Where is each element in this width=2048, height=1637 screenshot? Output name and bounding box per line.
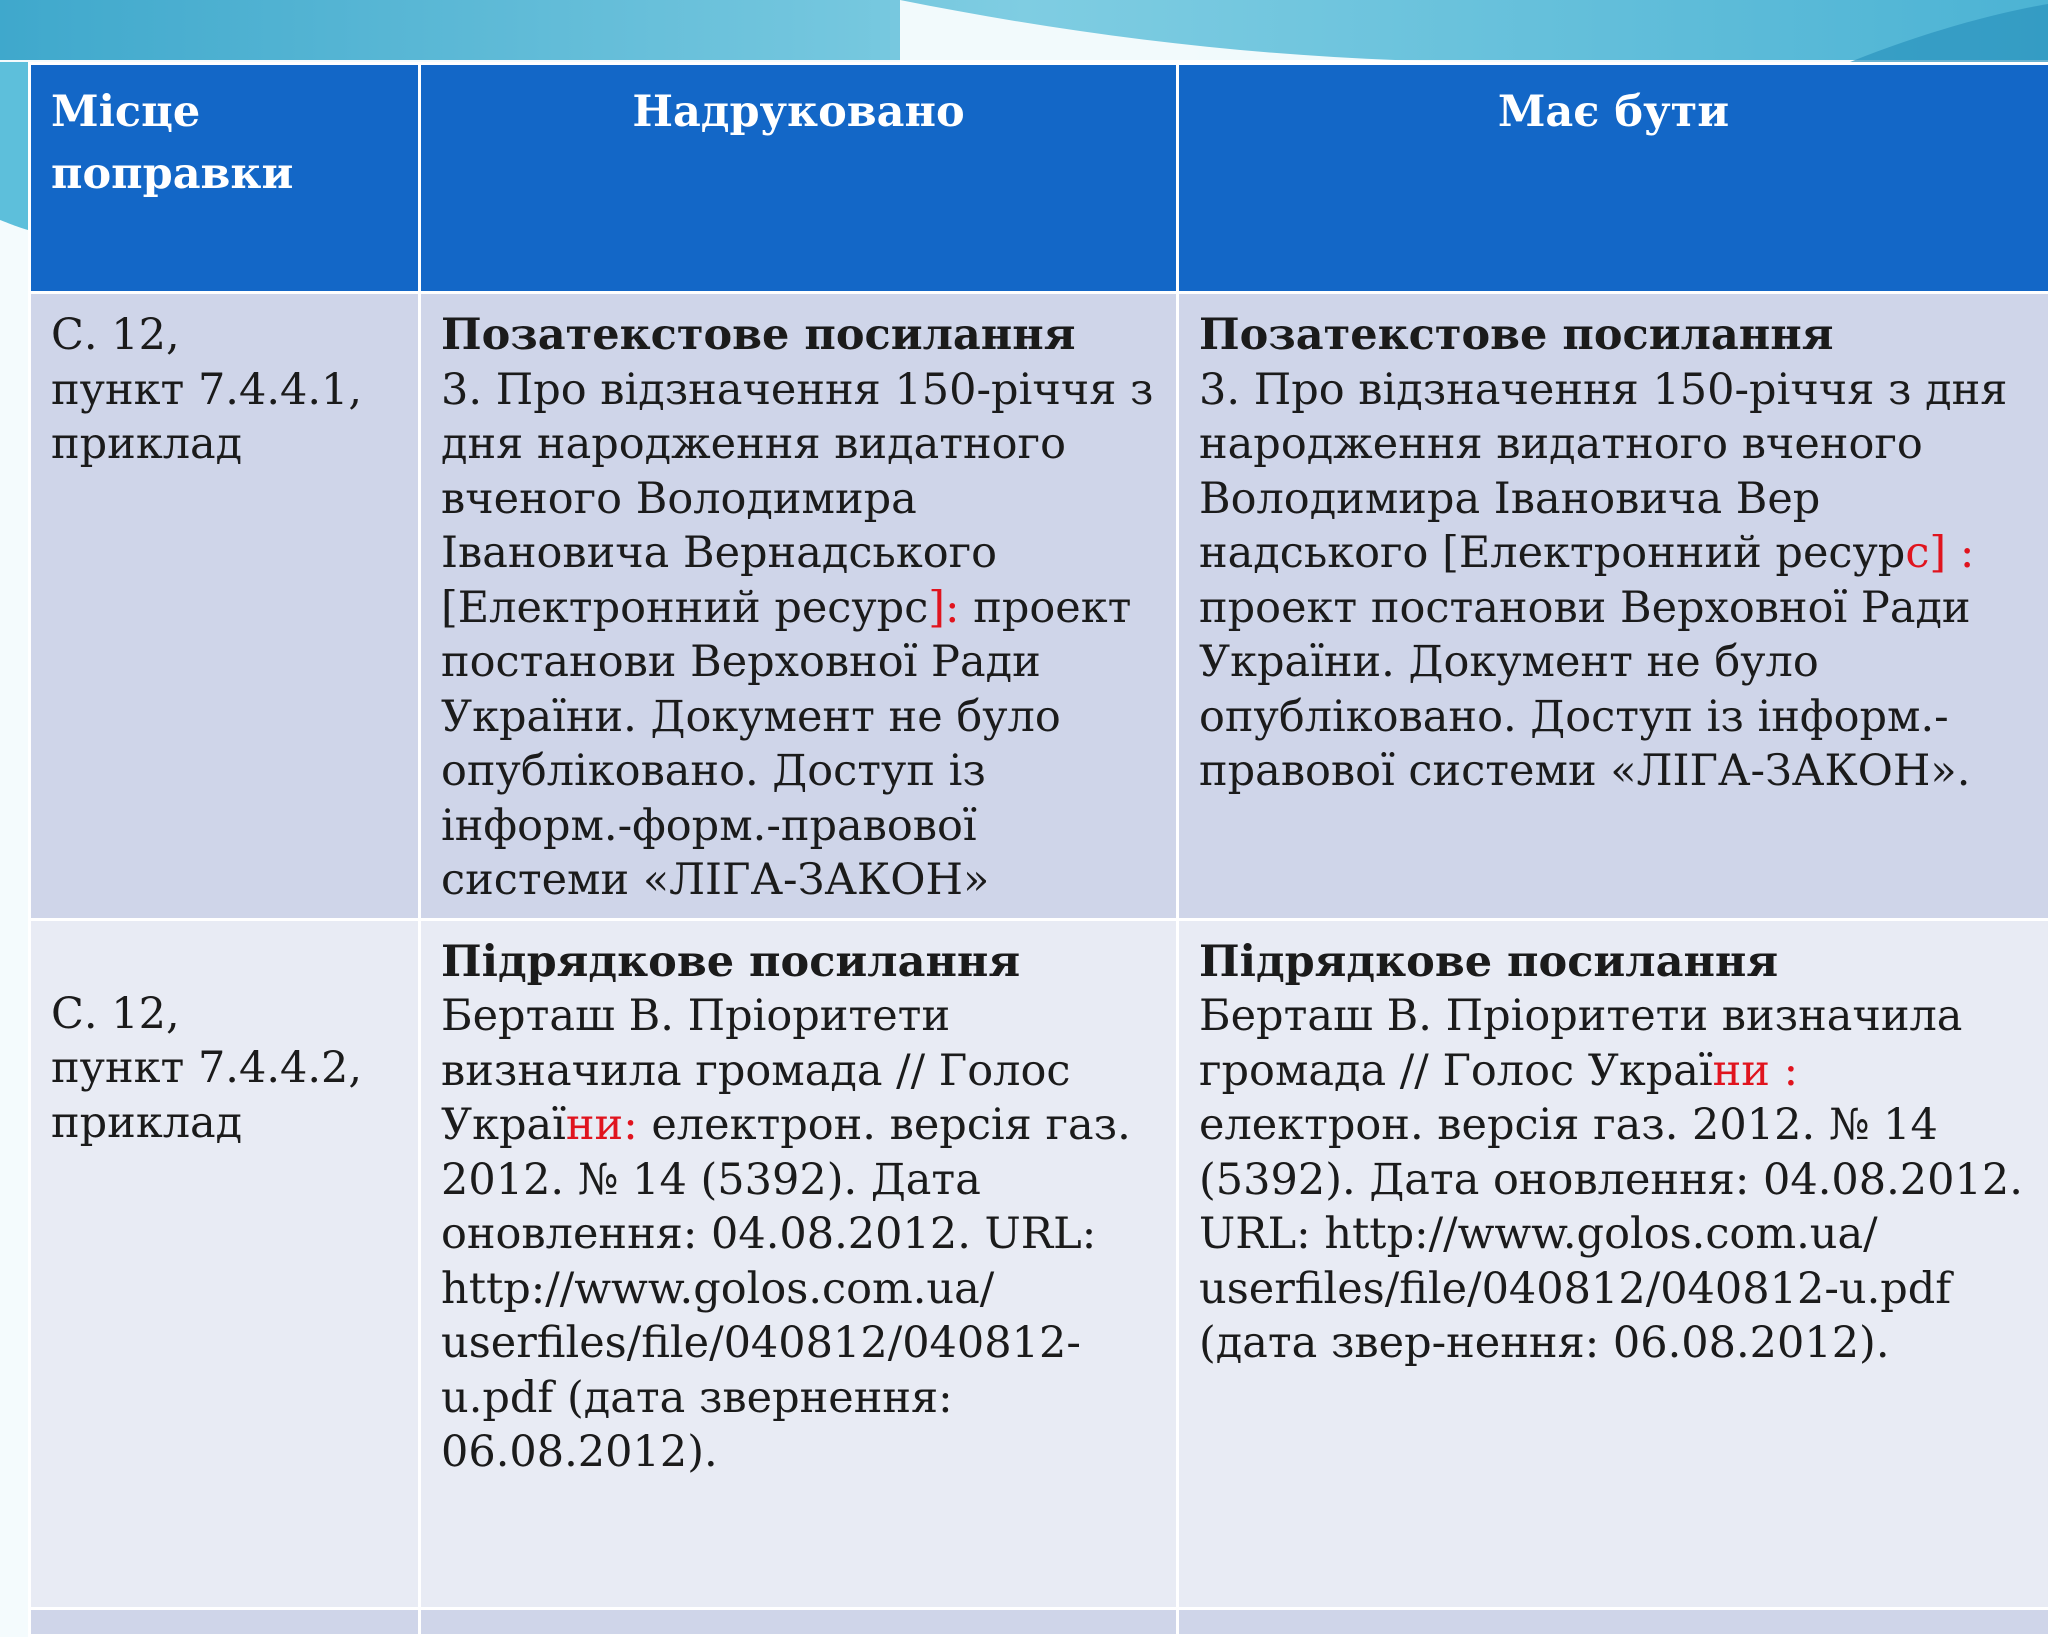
reference-text <box>1199 989 2028 1371</box>
reference-type-title: Позатекстове посилання <box>441 308 1156 363</box>
reference-text-part: 3. Про відзначення 150-річчя з дня народження видатного вченого Володимира Івановича Вернадського [Електронний ресурс <box>441 365 1153 633</box>
empty-row <box>30 1608 2048 1635</box>
printed-cell <box>420 293 1178 920</box>
reference-text <box>441 989 1156 1480</box>
highlighted-correction: с] : <box>1905 528 1974 578</box>
reference-type-title: Позатекстове посилання <box>1199 308 2028 363</box>
header-printed: Надруковано <box>420 64 1178 293</box>
reference-text-part: електрон. версія газ. 2012. № 14 (5392). Дата оновлення: 04.08.2012. URL: http://www.golos.com.ua/ userfiles/file/040812/040812-u.pdf (дата звернення: 06.08.2012). <box>441 1100 1131 1477</box>
reference-type-title: Підрядкове посилання <box>441 935 1156 990</box>
place-cell <box>30 293 420 920</box>
corrections-table <box>28 62 2048 1637</box>
table-row <box>30 919 2048 1608</box>
reference-text-part: Берташ В. Пріоритети визначила громада // Голос Украї <box>441 991 1070 1150</box>
reference-text-part: 3. Про відзначення 150-річчя з дня народження видатного вченого Володимира Івановича Вер надського [Електронний ресур <box>1199 365 2007 579</box>
table-row <box>30 293 2048 920</box>
highlighted-correction: ни : <box>1713 1046 1798 1096</box>
empty-cell <box>1178 1608 2048 1635</box>
highlighted-error: ]: <box>928 583 959 633</box>
empty-cell <box>30 1608 420 1635</box>
reference-text-part: Берташ В. Пріоритети визначила громада // Голос Украї <box>1199 991 1962 1096</box>
should-be-cell <box>1178 919 2048 1608</box>
reference-text-part: проект постанови Верховної Ради України. Документ не було опубліковано. Доступ із інформ.-форм.-правової системи «ЛІГА-ЗАКОН» <box>441 583 1131 906</box>
reference-text-part: електрон. версія газ. 2012. № 14 (5392). Дата оновлення: 04.08.2012. URL: http://www.golos.com.ua/ userfiles/file/040812/040812-u.pdf (дата звер-нення: 06.08.2012). <box>1199 1100 2023 1368</box>
place-line: пункт 7.4.4.1, <box>51 363 398 418</box>
header-row <box>30 64 2048 293</box>
reference-type-title: Підрядкове посилання <box>1199 935 2028 990</box>
reference-text <box>1199 363 2028 799</box>
reference-text <box>441 363 1156 908</box>
header-should-be: Має бути <box>1178 64 2048 293</box>
reference-text-part: проект постанови Верховної Ради України. Документ не було опубліковано. Доступ із інформ.-правової системи «ЛІГА-ЗАКОН». <box>1199 583 1971 797</box>
place-line: пункт 7.4.4.2, <box>51 1041 398 1096</box>
header-place: Місце поправки <box>30 64 420 293</box>
place-cell <box>30 919 420 1608</box>
printed-cell <box>420 919 1178 1608</box>
highlighted-error: ни: <box>566 1100 638 1150</box>
should-be-cell <box>1178 293 2048 920</box>
place-line: С. 12, <box>51 308 398 363</box>
place-line: С. 12, <box>51 987 398 1042</box>
empty-cell <box>420 1608 1178 1635</box>
place-line: приклад <box>51 1096 398 1151</box>
place-line: приклад <box>51 417 398 472</box>
